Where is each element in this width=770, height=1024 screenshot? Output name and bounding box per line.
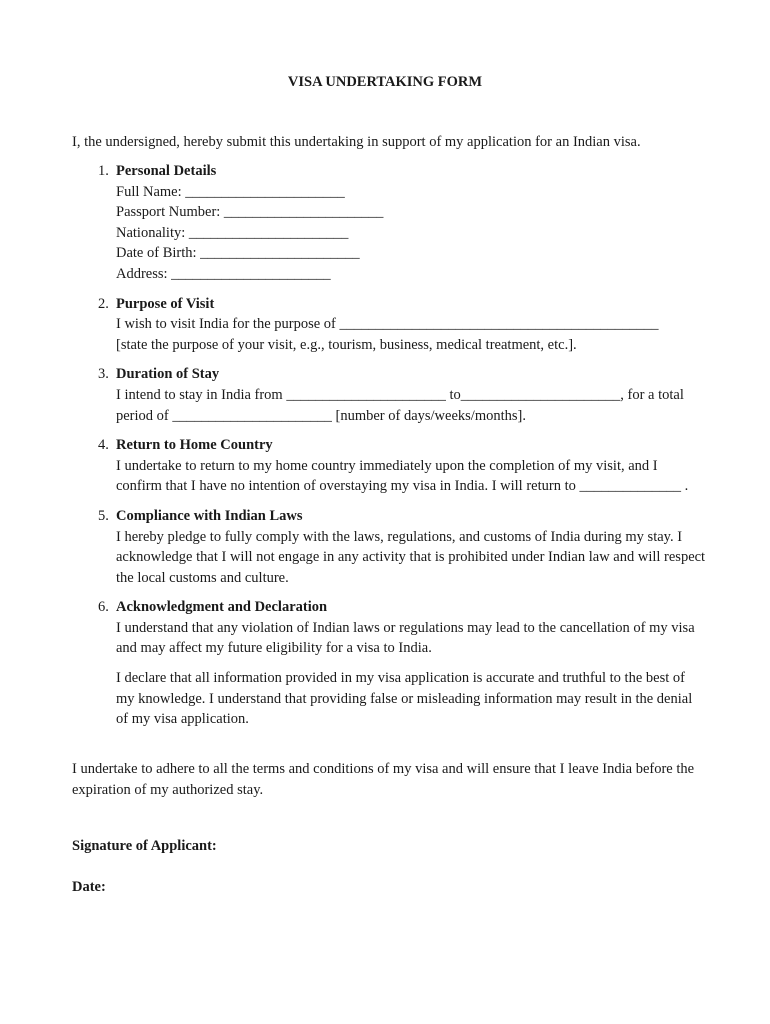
- section-number: 4.: [98, 437, 109, 454]
- section-heading: Acknowledgment and Declaration: [116, 599, 328, 616]
- section-paragraph: I undertake to return to my home country immediately upon the completion of my visit, and I confirm that I have no intention of overstaying my visa in India. I will return to ______________ .: [116, 457, 689, 495]
- date-of-birth-field: Date of Birth: ______________________: [116, 245, 360, 262]
- section-heading: Return to Home Country: [116, 437, 273, 454]
- sections-list: [0, 161, 770, 739]
- section-heading: Duration of Stay: [116, 366, 220, 383]
- section-paragraph: I understand that any violation of Indian laws or regulations may lead to the cancellation of my visa and may affect my future eligibility for a visa to India.: [116, 619, 695, 657]
- passport-number-field: Passport Number: ______________________: [116, 204, 384, 221]
- section-heading: Purpose of Visit: [116, 295, 215, 312]
- section-compliance: [0, 506, 706, 588]
- section-purpose-of-visit: [0, 294, 706, 356]
- address-field: Address: ______________________: [116, 265, 331, 282]
- closing-paragraph: I undertake to adhere to all the terms and conditions of my visa and will ensure that I leave India before the expiration of my authorized stay.: [72, 761, 695, 798]
- section-heading: Compliance with Indian Laws: [116, 507, 303, 524]
- date-label: Date:: [72, 879, 106, 895]
- purpose-line: I wish to visit India for the purpose of ____________________________________________: [116, 316, 659, 333]
- section-heading: Personal Details: [116, 163, 217, 179]
- section-duration-of-stay: [0, 364, 706, 426]
- section-acknowledgment: [0, 597, 706, 730]
- section-personal-details: [0, 161, 706, 285]
- nationality-field: Nationality: ______________________: [116, 224, 349, 241]
- section-number: 1.: [98, 163, 109, 179]
- section-number: 3.: [98, 366, 109, 383]
- document-title: VISA UNDERTAKING FORM: [287, 74, 483, 90]
- full-name-field: Full Name: ______________________: [116, 183, 345, 200]
- section-return-home: [0, 435, 706, 497]
- intro-paragraph: I, the undersigned, hereby submit this undertaking in support of my application for an Indian visa.: [72, 134, 641, 150]
- purpose-hint: [state the purpose of your visit, e.g., tourism, business, medical treatment, etc.].: [116, 336, 577, 353]
- signature-label: Signature of Applicant:: [72, 838, 217, 854]
- section-number: 5.: [98, 507, 109, 524]
- declaration-paragraph: I declare that all information provided in my visa application is accurate and truthful to the best of my knowledge. I understand that providing false or misleading information may result in the denial of my visa application.: [116, 670, 693, 728]
- section-paragraph: I hereby pledge to fully comply with the laws, regulations, and customs of India during my stay. I acknowledge that I will not engage in any activity that is prohibited under Indian law and will respect the local customs and culture.: [116, 528, 706, 586]
- section-number: 2.: [98, 295, 109, 312]
- section-paragraph: I intend to stay in India from ______________________ to______________________, for a total period of ______________________ [number of days/weeks/months].: [116, 386, 684, 424]
- section-number: 6.: [98, 599, 109, 616]
